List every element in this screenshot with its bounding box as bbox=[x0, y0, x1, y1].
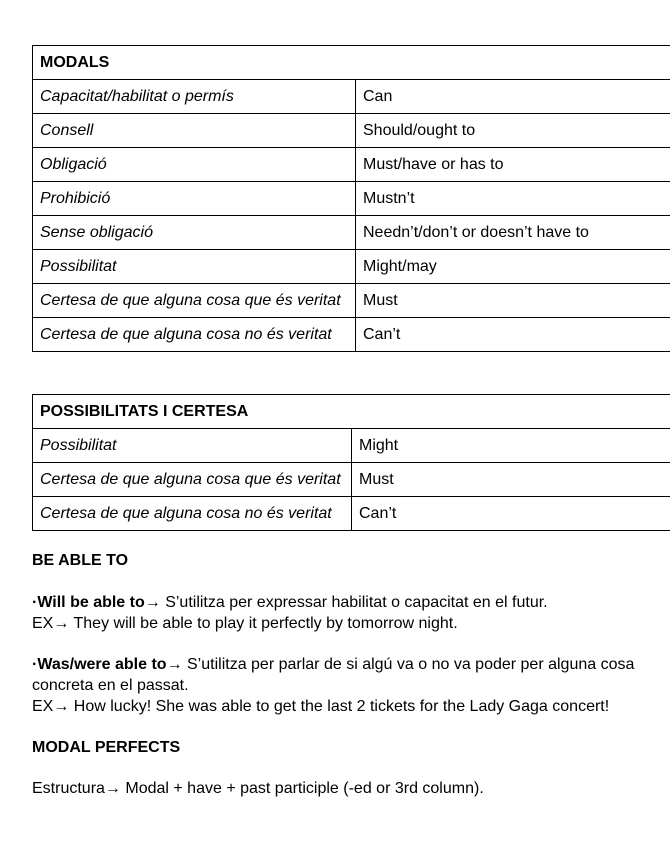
was-able-to-term: ·Was/were able to bbox=[32, 656, 167, 673]
row-value: Can’t bbox=[352, 497, 670, 531]
row-label: Possibilitat bbox=[33, 429, 352, 463]
row-value: Must/have or has to bbox=[356, 148, 670, 182]
row-label: Possibilitat bbox=[33, 250, 356, 284]
possibility-table-title: POSSIBILITATS I CERTESA bbox=[33, 395, 670, 429]
row-label: Certesa de que alguna cosa no és veritat bbox=[33, 497, 352, 531]
be-able-to-heading: BE ABLE TO bbox=[32, 552, 129, 569]
row-label: Consell bbox=[33, 114, 356, 148]
table-header-row bbox=[33, 46, 670, 80]
modals-table bbox=[32, 45, 670, 352]
row-value: Needn’t/don’t or doesn’t have to bbox=[356, 216, 670, 250]
row-value: Can bbox=[356, 80, 670, 114]
modals-table-title: MODALS bbox=[33, 46, 670, 80]
table-row bbox=[33, 216, 670, 250]
row-value: Should/ought to bbox=[356, 114, 670, 148]
will-be-able-to-paragraph bbox=[32, 592, 632, 613]
modal-perfects-structure: Estructura→ Modal + have + past participle (-ed or 3rd column). bbox=[32, 780, 484, 797]
table-row bbox=[33, 497, 670, 531]
table-row bbox=[33, 114, 670, 148]
table-row bbox=[33, 80, 670, 114]
table-row bbox=[33, 250, 670, 284]
row-value: Must bbox=[352, 463, 670, 497]
row-label: Prohibició bbox=[33, 182, 356, 216]
possibility-table bbox=[32, 394, 670, 531]
row-label: Capacitat/habilitat o permís bbox=[33, 80, 356, 114]
will-be-able-to-desc: → S’utilitza per expressar habilitat o capacitat en el futur. bbox=[144, 594, 548, 611]
was-able-to-desc: → S’utilitza per parlar de si algú va o no va poder per alguna cosa concreta en el passat. bbox=[32, 656, 635, 694]
table-row bbox=[33, 463, 670, 497]
table-row bbox=[33, 284, 670, 318]
row-value: Might bbox=[352, 429, 670, 463]
row-value: Must bbox=[356, 284, 670, 318]
row-label: Certesa de que alguna cosa que és veritat bbox=[33, 284, 356, 318]
modal-perfects-heading: MODAL PERFECTS bbox=[32, 739, 181, 756]
table-row bbox=[33, 318, 670, 352]
row-label: Sense obligació bbox=[33, 216, 356, 250]
table-row bbox=[33, 429, 670, 463]
will-be-able-to-term: ·Will be able to bbox=[32, 594, 145, 611]
table-row bbox=[33, 148, 670, 182]
will-be-able-to-example: EX→ They will be able to play it perfectly by tomorrow night. bbox=[32, 615, 458, 632]
row-value: Can’t bbox=[356, 318, 670, 352]
row-label: Certesa de que alguna cosa que és veritat bbox=[33, 463, 352, 497]
table-row bbox=[33, 182, 670, 216]
row-label: Certesa de que alguna cosa no és veritat bbox=[33, 318, 356, 352]
table-header-row bbox=[33, 395, 670, 429]
row-label: Obligació bbox=[33, 148, 356, 182]
was-able-to-example: EX→ How lucky! She was able to get the last 2 tickets for the Lady Gaga concert! bbox=[32, 698, 610, 715]
row-value: Might/may bbox=[356, 250, 670, 284]
was-able-to-paragraph bbox=[32, 654, 644, 696]
row-value: Mustn’t bbox=[356, 182, 670, 216]
